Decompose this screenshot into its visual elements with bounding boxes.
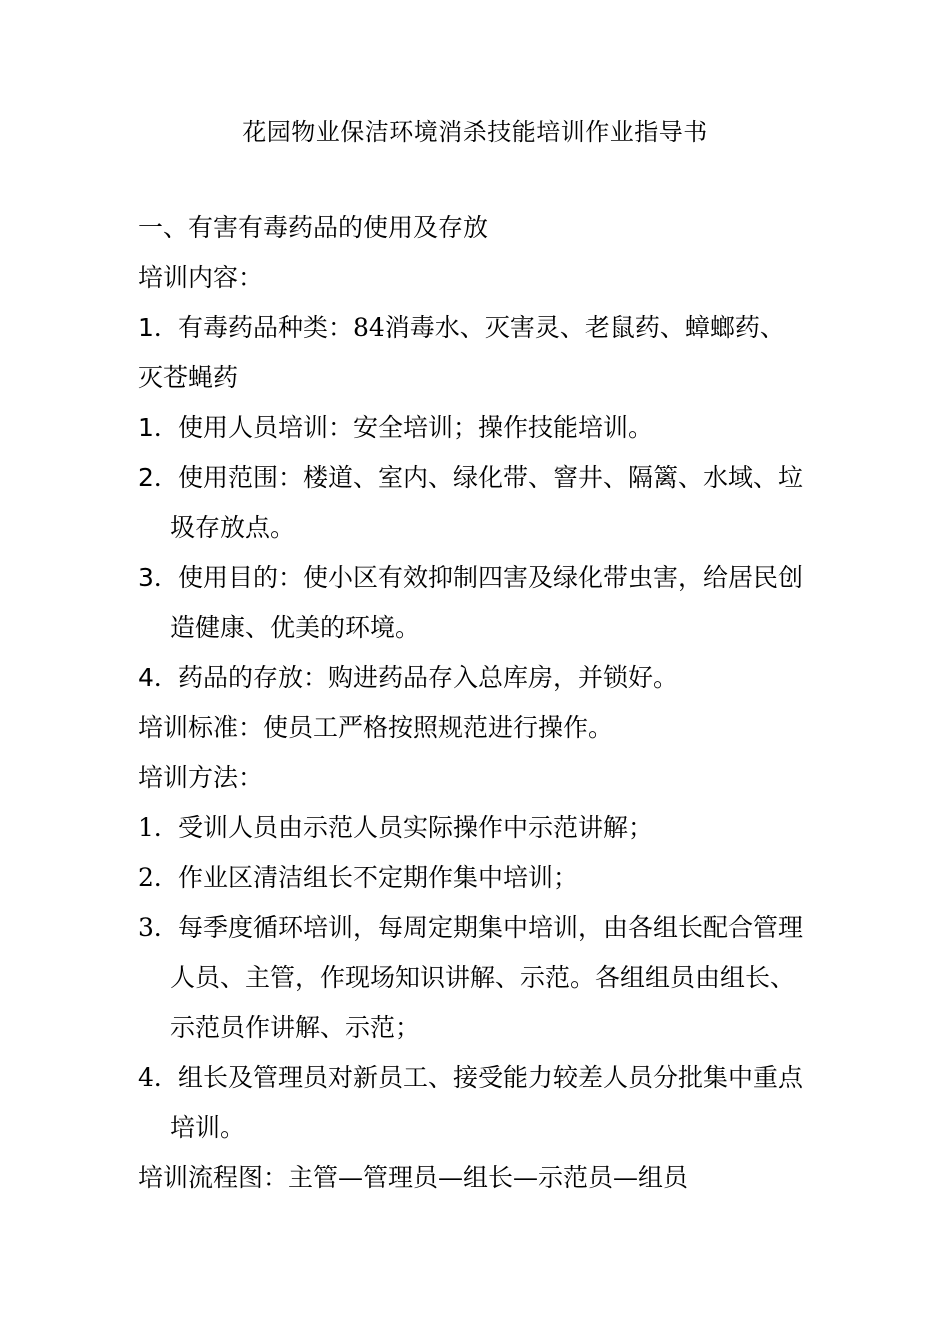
usage-item-2: [138, 453, 828, 553]
drug-types-number: 1．: [138, 313, 179, 342]
list-number: 2．: [138, 863, 179, 892]
training-standard: 培训标准：使员工严格按照规范进行操作。: [138, 713, 614, 742]
list-number: 4．: [138, 663, 179, 692]
drug-types-line-1: 有毒药品种类：84消毒水、灭害灵、老鼠药、蟑螂药、: [178, 313, 785, 342]
list-number: 1．: [138, 413, 179, 442]
usage-item-3: [138, 553, 828, 653]
training-flow: 培训流程图：主管—管理员—组长—示范员—组员: [138, 1163, 689, 1192]
list-text-continued: 培训。: [170, 1113, 246, 1142]
document-body: [138, 203, 828, 1203]
list-text: 每季度循环培训，每周定期集中培训，由各组长配合管理: [178, 913, 804, 942]
list-text-continued: 示范员作讲解、示范；: [170, 1013, 421, 1042]
list-text: 使用范围：楼道、室内、绿化带、窨井、隔篱、水域、垃: [178, 463, 804, 492]
list-text: 使用目的：使小区有效抑制四害及绿化带虫害，给居民创: [178, 563, 804, 592]
usage-item-4: [138, 653, 828, 703]
list-number: 4．: [138, 1063, 179, 1092]
list-text-continued: 造健康、优美的环境。: [170, 613, 421, 642]
method-item-2: [138, 853, 828, 903]
list-number: 2．: [138, 463, 179, 492]
list-text-continued: 圾存放点。: [170, 513, 296, 542]
section-heading: 一、有害有毒药品的使用及存放: [138, 213, 489, 242]
list-text: 使用人员培训：安全培训；操作技能培训。: [178, 413, 654, 442]
list-number: 1．: [138, 813, 179, 842]
document-title: 花园物业保洁环境消杀技能培训作业指导书: [242, 118, 708, 146]
method-item-1: [138, 803, 828, 853]
method-label: 培训方法：: [138, 763, 264, 792]
drug-types-line-2: 灭苍蝇药: [138, 363, 239, 392]
list-text: 受训人员由示范人员实际操作中示范讲解；: [178, 813, 654, 842]
method-item-3: [138, 903, 828, 1053]
usage-item-1: [138, 403, 828, 453]
list-number: 3．: [138, 563, 179, 592]
list-number: 3．: [138, 913, 179, 942]
content-label: 培训内容：: [138, 263, 264, 292]
list-text: 组长及管理员对新员工、接受能力较差人员分批集中重点: [178, 1063, 804, 1092]
method-item-4: [138, 1053, 828, 1153]
list-text: 药品的存放：购进药品存入总库房，并锁好。: [178, 663, 679, 692]
list-text-continued: 人员、主管，作现场知识讲解、示范。各组组员由组长、: [170, 963, 796, 992]
list-text: 作业区清洁组长不定期作集中培训；: [178, 863, 579, 892]
drug-types: [138, 303, 828, 403]
